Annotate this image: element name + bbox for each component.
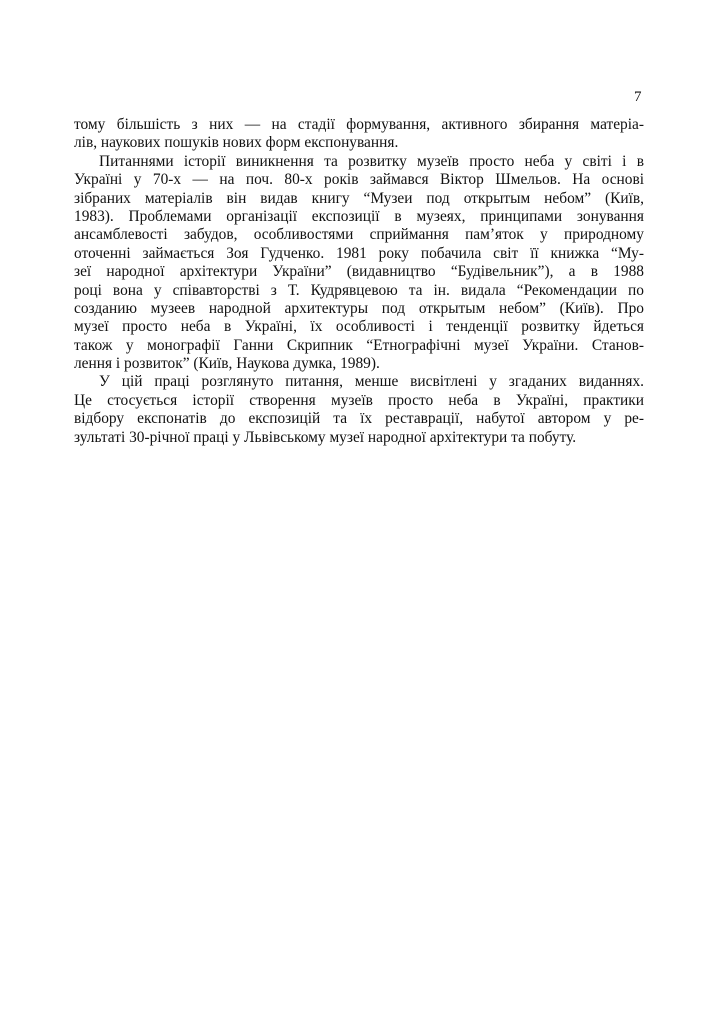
page-number: 7: [634, 89, 642, 105]
text-line: Питаннями історії виникнення та розвитку музеїв просто неба у світі і в: [99, 152, 644, 170]
text-line: Україні у 70-х — на поч. 80-х років займався Віктор Шмельов. На основі: [74, 171, 644, 189]
paragraph: [74, 153, 644, 374]
text-line: лів, наукових пошуків нових форм експонування.: [74, 134, 399, 152]
text-line: лення і розвиток” (Київ, Наукова думка, 1989).: [74, 355, 380, 373]
text-line: музеї просто неба в Україні, їх особливості і тенденції розвитку йдеться: [74, 318, 644, 336]
body-text: [74, 116, 644, 447]
text-line: У цій праці розглянуто питання, менше висвітлені у згаданих виданнях.: [99, 373, 644, 391]
text-line: році вона у співавторстві з Т. Кудрявцевою та ін. видала “Рекомендации по: [74, 281, 644, 299]
text-line: Це стосується історії створення музеїв просто неба в Україні, практики: [74, 391, 644, 409]
text-line: також у монографії Ганни Скрипник “Етнографічні музеї України. Станов-: [74, 336, 644, 354]
text-line: зультаті 30-річної праці у Львівському музеї народної архітектури та побуту.: [74, 428, 577, 446]
paragraph: [74, 373, 644, 447]
text-line: созданию музеев народной архитектуры под открытым небом” (Київ). Про: [74, 299, 644, 317]
text-line: відбору експонатів до експозицій та їх реставрації, набутої автором у ре-: [74, 410, 644, 428]
paragraph: [74, 116, 644, 153]
text-line: 1983). Проблемами організації експозиції в музеях, принципами зонування: [74, 207, 644, 225]
text-line: оточенні займається Зоя Гудченко. 1981 року побачила світ її книжка “Му-: [74, 244, 644, 262]
text-line: ансамблевості забудов, особливостями сприймання пам’яток у природному: [74, 226, 644, 244]
text-line: зібраних матеріалів він видав книгу “Музеи под открытым небом” (Київ,: [74, 189, 644, 207]
text-line: зеї народної архітектури України” (видавництво “Будівельник”), а в 1988: [74, 263, 644, 281]
text-line: тому більшість з них — на стадії формування, активного збирання матеріа-: [74, 116, 644, 133]
